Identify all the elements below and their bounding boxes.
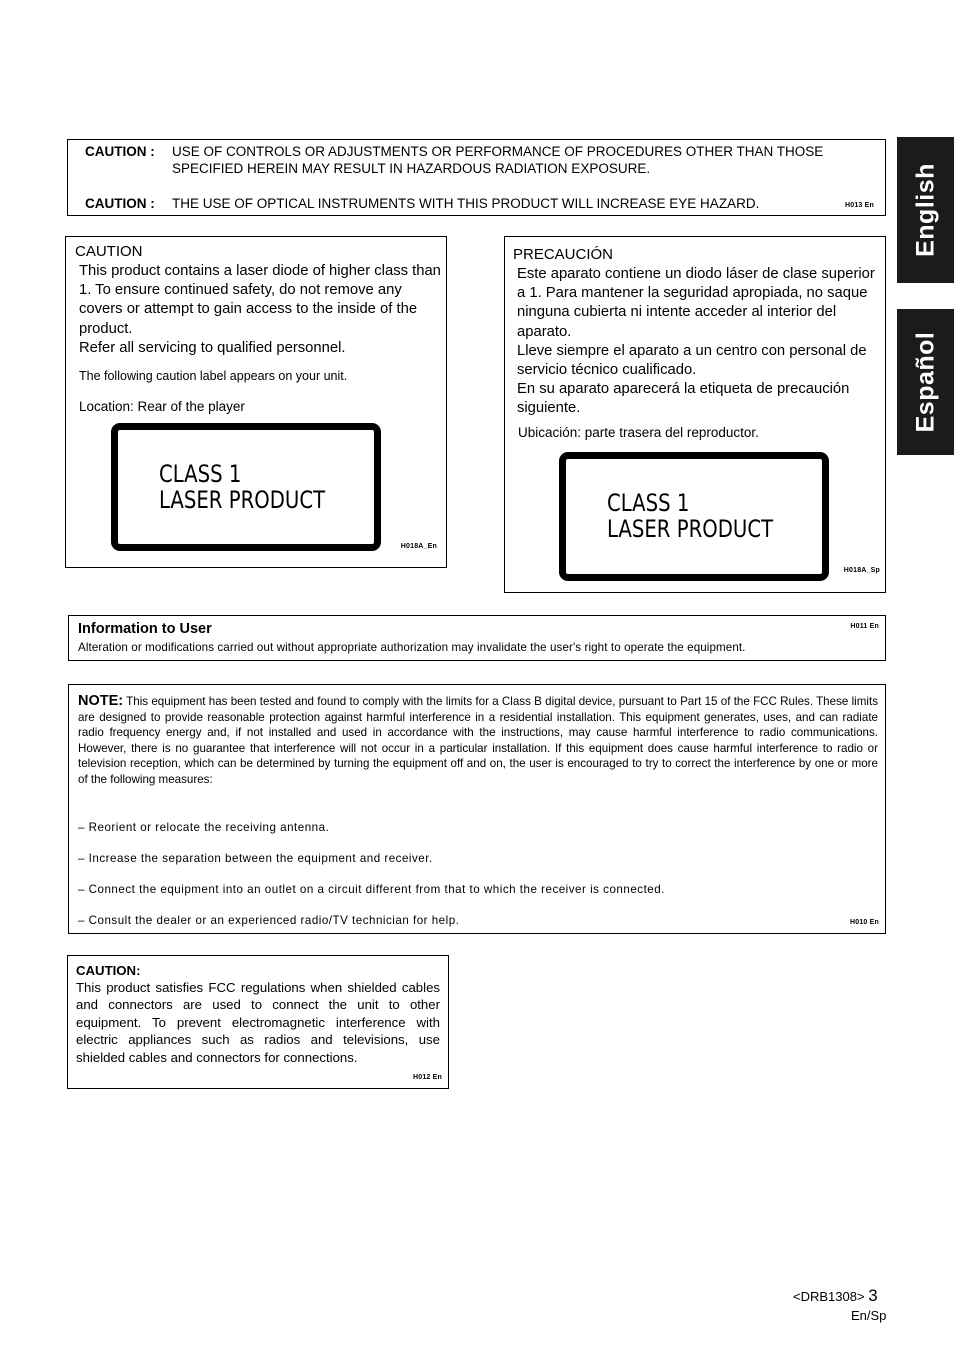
label-line: CLASS 1	[159, 460, 242, 488]
laser-caution-body	[79, 262, 441, 358]
label-line: CLASS 1	[607, 489, 690, 517]
footer-language: En/Sp	[851, 1308, 887, 1323]
list-item: – Reorient or relocate the receiving antenna.	[78, 821, 330, 834]
note-paragraph	[78, 694, 878, 787]
caution-label: CAUTION :	[85, 144, 155, 159]
document-code: <DRB1308>	[793, 1289, 865, 1304]
paragraph: Refer all servicing to qualified personnel.	[79, 339, 346, 356]
laser-caution-en	[65, 236, 447, 568]
caution-text: THE USE OF OPTICAL INSTRUMENTS WITH THIS PRODUCT WILL INCREASE EYE HAZARD.	[172, 196, 760, 211]
section-title: PRECAUCIÓN	[513, 246, 614, 263]
section-code: H013 En	[844, 202, 874, 209]
fcc-caution-text: This product satisfies FCC regulations when shielded cables and connectors are used to connect the unit to other equipment. To prevent electromagnetic interference with electric appliances such as radios and televisions, use shielded cables and connectors for connections.	[76, 980, 440, 1065]
note-text: This equipment has been tested and found to comply with the limits for a Class B digital device, pursuant to Part 15 of the FCC Rules. These limits are designed to provide reasonable protection against harmful interference in a residential installation. This equipment generates, uses, and can radiate radio frequency energy and, if not installed and used in accordance with the instructions, may cause harmful interference to radio communications. However, there is no guarantee that interference will not occur in a particular installation. If this equipment does cause harmful interference to radio or television reception, which can be determined by turning the equipment off and on, the user is encouraged to try to correct the interference by one or more of the following measures:	[78, 695, 878, 786]
tab-label: Español	[911, 331, 939, 433]
language-tab-english	[897, 137, 954, 283]
location-text: Ubicación: parte trasera del reproductor.	[518, 425, 759, 440]
class1-laser-label	[559, 452, 829, 581]
paragraph: This product contains a laser diode of higher class than 1. To ensure continued safety, do not remove any covers or attempt to gain access to the inside of the product.	[79, 263, 441, 337]
fcc-caution-box	[67, 955, 449, 1089]
page-number: 3	[868, 1286, 878, 1305]
label-note: The following caution label appears on your unit.	[79, 369, 348, 383]
top-caution-box	[67, 139, 886, 216]
tab-label: English	[911, 163, 939, 257]
section-title: CAUTION:	[76, 963, 141, 978]
section-code: H011 En	[850, 623, 879, 630]
laser-caution-body	[517, 265, 881, 419]
paragraph: En su aparato aparecerá la etiqueta de precaución siguiente.	[517, 381, 850, 417]
fcc-note-box	[68, 684, 886, 934]
list-item: – Connect the equipment into an outlet on a circuit different from that to which the receiver is connected.	[78, 883, 665, 896]
label-line: LASER PRODUCT	[607, 515, 774, 543]
class1-laser-label	[111, 423, 381, 551]
list-item: – Consult the dealer or an experienced radio/TV technician for help.	[78, 914, 460, 927]
page-footer	[793, 1286, 878, 1306]
language-tab-espanol	[897, 309, 954, 455]
paragraph: Lleve siempre el aparato a un centro con personal de servicio técnico cualificado.	[517, 342, 867, 379]
location-text: Location: Rear of the player	[79, 399, 245, 414]
section-code: H018A_En	[400, 543, 437, 550]
laser-caution-sp	[504, 236, 886, 593]
info-text: Alteration or modifications carried out without appropriate authorization may invalidate the user's right to operate the equipment.	[78, 641, 746, 654]
note-label: NOTE:	[78, 693, 124, 709]
caution-text: USE OF CONTROLS OR ADJUSTMENTS OR PERFORMANCE OF PROCEDURES OTHER THAN THOSE SPECIFIED HEREIN MAY RESULT IN HAZARDOUS RADIATION EXPOSURE.	[172, 144, 824, 176]
section-code: H012 En	[412, 1074, 442, 1081]
caution-label: CAUTION :	[85, 196, 155, 211]
section-title: CAUTION	[75, 243, 143, 260]
section-code: H018A_Sp	[843, 567, 880, 574]
information-to-user-box	[68, 615, 886, 661]
label-line: LASER PRODUCT	[159, 486, 326, 514]
section-code: H010 En	[849, 919, 879, 926]
list-item: – Increase the separation between the equipment and receiver.	[78, 852, 433, 865]
paragraph: Este aparato contiene un diodo láser de clase superior a 1. Para mantener la seguridad apropiada, no saque ninguna cubierta ni intente acceder al interior del aparato.	[517, 266, 875, 340]
section-title: Information to User	[78, 621, 212, 637]
